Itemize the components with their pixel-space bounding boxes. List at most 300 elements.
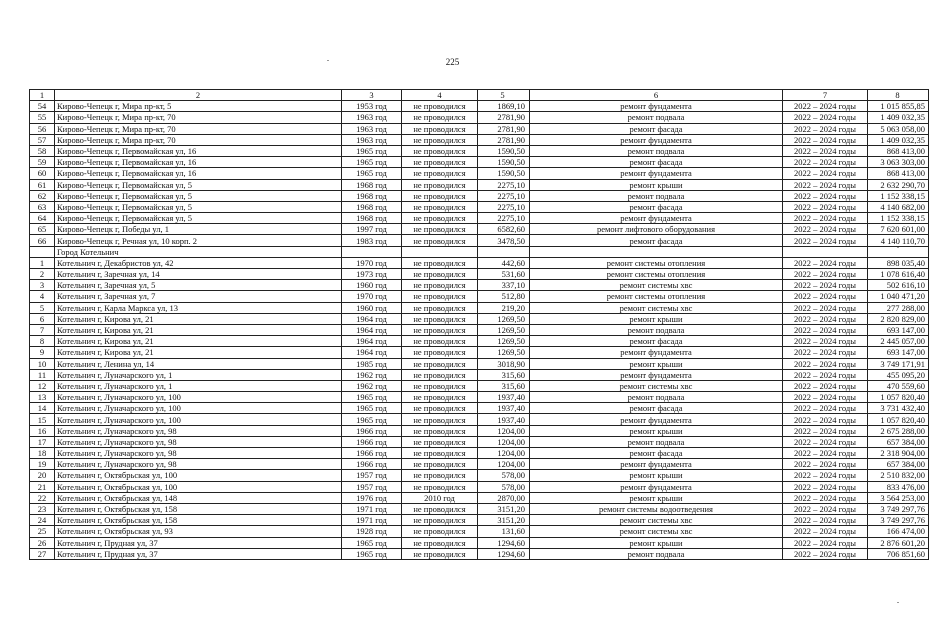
- table-cell: 2022 – 2024 годы: [783, 235, 868, 246]
- page-number: 225: [445, 57, 460, 67]
- table-row: [30, 448, 929, 459]
- table-cell: ремонт крыши: [530, 179, 783, 190]
- table-cell: Кирово-Чепецк г, Первомайская ул, 5: [55, 201, 342, 212]
- table-cell: не проводился: [402, 537, 478, 548]
- table-cell: 868 413,00: [868, 168, 929, 179]
- table-cell: 1957 год: [342, 470, 402, 481]
- table-cell: Котельнич г, Луначарского ул, 98: [55, 448, 342, 459]
- table-cell: 1204,00: [478, 459, 530, 470]
- table-cell: 578,00: [478, 470, 530, 481]
- table-cell: 2 318 904,00: [868, 448, 929, 459]
- table-cell: 2022 – 2024 годы: [783, 492, 868, 503]
- table-cell: 2 820 829,00: [868, 313, 929, 324]
- table-cell: 26: [30, 537, 55, 548]
- table-cell: 3478,50: [478, 235, 530, 246]
- table-cell: 2022 – 2024 годы: [783, 112, 868, 123]
- table-row: [30, 157, 929, 168]
- table-row: [30, 470, 929, 481]
- table-cell: 1965 год: [342, 168, 402, 179]
- table-cell: не проводился: [402, 291, 478, 302]
- table-cell: 1968 год: [342, 190, 402, 201]
- scan-speck: [897, 602, 899, 603]
- table-cell: 2 445 057,00: [868, 336, 929, 347]
- table-cell: ремонт системы хвс: [530, 515, 783, 526]
- table-cell: 14: [30, 403, 55, 414]
- table-cell: Кирово-Чепецк г, Первомайская ул, 5: [55, 213, 342, 224]
- table-cell: 219,20: [478, 302, 530, 313]
- table-body: [30, 90, 929, 560]
- table-cell: 2022 – 2024 годы: [783, 190, 868, 201]
- table-row: [30, 414, 929, 425]
- table-cell: 1962 год: [342, 369, 402, 380]
- table-cell: не проводился: [402, 358, 478, 369]
- table-cell: не проводился: [402, 201, 478, 212]
- table-cell: ремонт фундамента: [530, 414, 783, 425]
- table-cell: Котельнич г, Октябрьская ул, 158: [55, 515, 342, 526]
- table-row: [30, 403, 929, 414]
- table-cell: не проводился: [402, 280, 478, 291]
- table-cell: Котельнич г, Октябрьская ул, 100: [55, 481, 342, 492]
- table-cell: 2022 – 2024 годы: [783, 537, 868, 548]
- table-cell: ремонт подвала: [530, 145, 783, 156]
- table-cell: не проводился: [402, 101, 478, 112]
- table-cell: ремонт фундамента: [530, 369, 783, 380]
- table-row: [30, 269, 929, 280]
- table-cell: 4: [402, 90, 478, 101]
- table-cell: Котельнич г, Кирова ул, 21: [55, 324, 342, 335]
- table-cell: 1966 год: [342, 425, 402, 436]
- table-cell: 5: [30, 302, 55, 313]
- table-cell: ремонт фасада: [530, 235, 783, 246]
- table-cell: 2781,90: [478, 123, 530, 134]
- table-cell: 1204,00: [478, 425, 530, 436]
- table-cell: 3151,20: [478, 515, 530, 526]
- table-row: [30, 436, 929, 447]
- table-cell: 1590,50: [478, 145, 530, 156]
- table-cell: 1968 год: [342, 179, 402, 190]
- table-cell: 1928 год: [342, 526, 402, 537]
- table-cell: 1937,40: [478, 414, 530, 425]
- table-row: [30, 201, 929, 212]
- table-cell: Город Котельнич: [55, 246, 342, 257]
- table-cell: 1960 год: [342, 280, 402, 291]
- table-cell: 706 851,60: [868, 548, 929, 559]
- table-cell: Котельнич г, Кирова ул, 21: [55, 347, 342, 358]
- table-cell: Кирово-Чепецк г, Первомайская ул, 5: [55, 179, 342, 190]
- table-cell: 2022 – 2024 годы: [783, 548, 868, 559]
- table-cell: 2022 – 2024 годы: [783, 313, 868, 324]
- table-cell: 2022 – 2024 годы: [783, 392, 868, 403]
- table-cell: 2022 – 2024 годы: [783, 168, 868, 179]
- table-cell: 3 749 297,76: [868, 515, 929, 526]
- table-cell: [783, 246, 868, 257]
- table-cell: 2022 – 2024 годы: [783, 448, 868, 459]
- table-row: [30, 213, 929, 224]
- table-cell: 2: [55, 90, 342, 101]
- table-cell: 315,60: [478, 369, 530, 380]
- table-cell: 8: [868, 90, 929, 101]
- table-cell: 2022 – 2024 годы: [783, 358, 868, 369]
- table-cell: 1965 год: [342, 548, 402, 559]
- table-cell: 19: [30, 459, 55, 470]
- table-row: [30, 224, 929, 235]
- table-cell: 1963 год: [342, 134, 402, 145]
- table-cell: 2022 – 2024 годы: [783, 157, 868, 168]
- table-cell: 3 749 297,76: [868, 503, 929, 514]
- table-cell: 1 078 616,40: [868, 269, 929, 280]
- table-cell: 1965 год: [342, 537, 402, 548]
- table-cell: 22: [30, 492, 55, 503]
- table-row: [30, 134, 929, 145]
- table-cell: 1: [30, 90, 55, 101]
- table-cell: 5: [478, 90, 530, 101]
- table-cell: 898 035,40: [868, 257, 929, 268]
- table-cell: не проводился: [402, 123, 478, 134]
- table-cell: не проводился: [402, 224, 478, 235]
- table-cell: не проводился: [402, 515, 478, 526]
- table-cell: ремонт фундамента: [530, 168, 783, 179]
- table-row: [30, 246, 929, 257]
- table-cell: 470 559,60: [868, 380, 929, 391]
- table-cell: не проводился: [402, 503, 478, 514]
- table-cell: 2022 – 2024 годы: [783, 526, 868, 537]
- table-cell: [868, 246, 929, 257]
- table-cell: 59: [30, 157, 55, 168]
- table-cell: 54: [30, 101, 55, 112]
- table-cell: ремонт фасада: [530, 157, 783, 168]
- table-cell: 1590,50: [478, 157, 530, 168]
- table-cell: 657 384,00: [868, 459, 929, 470]
- table-cell: ремонт подвала: [530, 436, 783, 447]
- table-row: [30, 101, 929, 112]
- table-cell: 1 015 855,85: [868, 101, 929, 112]
- table-cell: 1869,10: [478, 101, 530, 112]
- table-cell: 61: [30, 179, 55, 190]
- table-cell: 531,60: [478, 269, 530, 280]
- table-row: [30, 313, 929, 324]
- table-row: [30, 380, 929, 391]
- table-cell: ремонт фундамента: [530, 213, 783, 224]
- table-cell: 4 140 110,70: [868, 235, 929, 246]
- table-cell: 1971 год: [342, 503, 402, 514]
- table-cell: 1: [30, 257, 55, 268]
- table-cell: 2022 – 2024 годы: [783, 302, 868, 313]
- table-cell: 2870,00: [478, 492, 530, 503]
- table-cell: ремонт подвала: [530, 392, 783, 403]
- table-cell: 2022 – 2024 годы: [783, 481, 868, 492]
- table-cell: 2022 – 2024 годы: [783, 369, 868, 380]
- table-cell: ремонт системы отопления: [530, 291, 783, 302]
- table-row: [30, 392, 929, 403]
- table-cell: не проводился: [402, 179, 478, 190]
- table-cell: ремонт системы хвс: [530, 280, 783, 291]
- table-cell: 277 288,00: [868, 302, 929, 313]
- table-cell: ремонт системы отопления: [530, 269, 783, 280]
- table-cell: 20: [30, 470, 55, 481]
- table-cell: 6: [530, 90, 783, 101]
- table-cell: не проводился: [402, 145, 478, 156]
- table-cell: ремонт фундамента: [530, 134, 783, 145]
- table-cell: 2781,90: [478, 112, 530, 123]
- table-cell: Кирово-Чепецк г, Мира пр-кт, 70: [55, 123, 342, 134]
- table-cell: 455 095,20: [868, 369, 929, 380]
- table-cell: 60: [30, 168, 55, 179]
- table-cell: 3 731 432,40: [868, 403, 929, 414]
- table-cell: не проводился: [402, 257, 478, 268]
- table-cell: 315,60: [478, 380, 530, 391]
- table-cell: 2022 – 2024 годы: [783, 213, 868, 224]
- table-cell: 1964 год: [342, 336, 402, 347]
- table-cell: [342, 246, 402, 257]
- table-cell: ремонт фасада: [530, 201, 783, 212]
- table-cell: не проводился: [402, 448, 478, 459]
- table-cell: ремонт подвала: [530, 112, 783, 123]
- table-cell: не проводился: [402, 548, 478, 559]
- table-cell: Котельнич г, Карла Маркса ул, 13: [55, 302, 342, 313]
- table-row: [30, 235, 929, 246]
- table-cell: 2 876 601,20: [868, 537, 929, 548]
- table-cell: 868 413,00: [868, 145, 929, 156]
- table-cell: не проводился: [402, 414, 478, 425]
- table-row: [30, 190, 929, 201]
- table-cell: Котельнич г, Октябрьская ул, 158: [55, 503, 342, 514]
- table-cell: 1970 год: [342, 291, 402, 302]
- table-cell: 1960 год: [342, 302, 402, 313]
- table-cell: 1985 год: [342, 358, 402, 369]
- table-row: [30, 168, 929, 179]
- table-cell: 2275,10: [478, 201, 530, 212]
- table-cell: ремонт фундамента: [530, 347, 783, 358]
- table-cell: 2275,10: [478, 213, 530, 224]
- table-cell: 3018,90: [478, 358, 530, 369]
- table-cell: Кирово-Чепецк г, Первомайская ул, 16: [55, 157, 342, 168]
- table-row: [30, 336, 929, 347]
- table-cell: 64: [30, 213, 55, 224]
- table-cell: Кирово-Чепецк г, Победы ул, 1: [55, 224, 342, 235]
- table-cell: 1965 год: [342, 145, 402, 156]
- table-cell: 25: [30, 526, 55, 537]
- table-cell: 131,60: [478, 526, 530, 537]
- table-cell: 15: [30, 414, 55, 425]
- table-cell: Котельнич г, Кирова ул, 21: [55, 336, 342, 347]
- table-cell: 1971 год: [342, 515, 402, 526]
- table-cell: Котельнич г, Прудная ул, 37: [55, 537, 342, 548]
- table-cell: не проводился: [402, 324, 478, 335]
- table-cell: 2022 – 2024 годы: [783, 414, 868, 425]
- table-cell: не проводился: [402, 213, 478, 224]
- table-cell: 2 510 832,00: [868, 470, 929, 481]
- table-cell: 442,60: [478, 257, 530, 268]
- table-cell: 1937,40: [478, 403, 530, 414]
- table-cell: 833 476,00: [868, 481, 929, 492]
- table-cell: [530, 246, 783, 257]
- table-cell: ремонт фундамента: [530, 459, 783, 470]
- table-cell: [402, 246, 478, 257]
- table-cell: 2275,10: [478, 179, 530, 190]
- table-cell: 2022 – 2024 годы: [783, 324, 868, 335]
- table-cell: ремонт подвала: [530, 324, 783, 335]
- table-cell: не проводился: [402, 369, 478, 380]
- table-cell: 1964 год: [342, 347, 402, 358]
- table-cell: ремонт фундамента: [530, 481, 783, 492]
- table-cell: 2: [30, 269, 55, 280]
- table-cell: 1 057 820,40: [868, 392, 929, 403]
- table-row: [30, 503, 929, 514]
- table-cell: не проводился: [402, 347, 478, 358]
- table-cell: 2022 – 2024 годы: [783, 280, 868, 291]
- table-cell: 7: [30, 324, 55, 335]
- table-cell: ремонт фасада: [530, 336, 783, 347]
- table-row: [30, 358, 929, 369]
- table-cell: 6582,60: [478, 224, 530, 235]
- table-cell: Кирово-Чепецк г, Первомайская ул, 5: [55, 190, 342, 201]
- table-cell: 1968 год: [342, 213, 402, 224]
- table-cell: не проводился: [402, 190, 478, 201]
- table-cell: 2022 – 2024 годы: [783, 179, 868, 190]
- table-cell: Котельнич г, Луначарского ул, 100: [55, 403, 342, 414]
- table-cell: 21: [30, 481, 55, 492]
- table-cell: ремонт системы хвс: [530, 526, 783, 537]
- table-cell: 512,80: [478, 291, 530, 302]
- table-cell: Кирово-Чепецк г, Мира пр-кт, 5: [55, 101, 342, 112]
- table-cell: Котельнич г, Луначарского ул, 100: [55, 392, 342, 403]
- table-cell: 1590,50: [478, 168, 530, 179]
- table-cell: 1965 год: [342, 157, 402, 168]
- table-row: [30, 347, 929, 358]
- table-cell: 2022 – 2024 годы: [783, 224, 868, 235]
- table-cell: Котельнич г, Луначарского ул, 1: [55, 369, 342, 380]
- table-cell: 1269,50: [478, 324, 530, 335]
- table-cell: не проводился: [402, 157, 478, 168]
- table-cell: не проводился: [402, 112, 478, 123]
- table-cell: 2 632 290,70: [868, 179, 929, 190]
- table-cell: Кирово-Чепецк г, Первомайская ул, 16: [55, 145, 342, 156]
- table-cell: 1269,50: [478, 347, 530, 358]
- table-cell: 1997 год: [342, 224, 402, 235]
- table-cell: ремонт фундамента: [530, 101, 783, 112]
- table-cell: 2022 – 2024 годы: [783, 145, 868, 156]
- table-cell: не проводился: [402, 235, 478, 246]
- table-cell: 2022 – 2024 годы: [783, 436, 868, 447]
- table-cell: 62: [30, 190, 55, 201]
- table-cell: 24: [30, 515, 55, 526]
- table-cell: 65: [30, 224, 55, 235]
- table-row: [30, 492, 929, 503]
- table-cell: 1957 год: [342, 481, 402, 492]
- table-cell: 2275,10: [478, 190, 530, 201]
- table-cell: 17: [30, 436, 55, 447]
- table-cell: 3 063 303,00: [868, 157, 929, 168]
- table-cell: 1269,50: [478, 313, 530, 324]
- table-cell: 3: [342, 90, 402, 101]
- table-cell: 1966 год: [342, 448, 402, 459]
- table-cell: 1962 год: [342, 380, 402, 391]
- table-cell: 66: [30, 235, 55, 246]
- table-cell: 578,00: [478, 481, 530, 492]
- table-cell: 1 040 471,20: [868, 291, 929, 302]
- table-cell: 2022 – 2024 годы: [783, 380, 868, 391]
- table-cell: 1 409 032,35: [868, 134, 929, 145]
- table-cell: 55: [30, 112, 55, 123]
- table-cell: Котельнич г, Октябрьская ул, 100: [55, 470, 342, 481]
- table-cell: 1294,60: [478, 548, 530, 559]
- table-cell: ремонт лифтового оборудования: [530, 224, 783, 235]
- table-cell: ремонт крыши: [530, 470, 783, 481]
- table-row: [30, 179, 929, 190]
- table-row: [30, 481, 929, 492]
- table-cell: 5 063 058,00: [868, 123, 929, 134]
- table-cell: 2022 – 2024 годы: [783, 515, 868, 526]
- table-cell: 1973 год: [342, 269, 402, 280]
- table-cell: ремонт фасада: [530, 448, 783, 459]
- table-cell: 10: [30, 358, 55, 369]
- table-row: [30, 526, 929, 537]
- table-cell: 27: [30, 548, 55, 559]
- table-cell: 693 147,00: [868, 347, 929, 358]
- table-cell: не проводился: [402, 380, 478, 391]
- table-cell: 3 749 171,91: [868, 358, 929, 369]
- table-cell: 2022 – 2024 годы: [783, 459, 868, 470]
- table-cell: Кирово-Чепецк г, Первомайская ул, 16: [55, 168, 342, 179]
- table-cell: 1204,00: [478, 436, 530, 447]
- table-cell: Котельнич г, Заречная ул, 14: [55, 269, 342, 280]
- table-cell: 2022 – 2024 годы: [783, 269, 868, 280]
- table-cell: не проводился: [402, 269, 478, 280]
- table-cell: Котельнич г, Луначарского ул, 100: [55, 414, 342, 425]
- table-row: [30, 324, 929, 335]
- table-cell: не проводился: [402, 436, 478, 447]
- table-cell: ремонт крыши: [530, 358, 783, 369]
- table-cell: Котельнич г, Прудная ул, 37: [55, 548, 342, 559]
- table-cell: 1965 год: [342, 403, 402, 414]
- table-cell: 2022 – 2024 годы: [783, 291, 868, 302]
- table-cell: 1937,40: [478, 392, 530, 403]
- table-cell: 2022 – 2024 годы: [783, 201, 868, 212]
- table-cell: не проводился: [402, 470, 478, 481]
- table-row: [30, 280, 929, 291]
- table-cell: ремонт фасада: [530, 403, 783, 414]
- table-cell: не проводился: [402, 459, 478, 470]
- table-cell: ремонт крыши: [530, 537, 783, 548]
- table-cell: не проводился: [402, 392, 478, 403]
- table-cell: не проводился: [402, 302, 478, 313]
- table-cell: 2022 – 2024 годы: [783, 503, 868, 514]
- table-cell: 1204,00: [478, 448, 530, 459]
- table-cell: 1294,60: [478, 537, 530, 548]
- table-cell: [30, 246, 55, 257]
- table-cell: 1 057 820,40: [868, 414, 929, 425]
- table-cell: 2022 – 2024 годы: [783, 470, 868, 481]
- table-cell: не проводился: [402, 425, 478, 436]
- table-cell: 2781,90: [478, 134, 530, 145]
- table-cell: 1964 год: [342, 313, 402, 324]
- table-cell: 11: [30, 369, 55, 380]
- table-cell: Котельнич г, Заречная ул, 7: [55, 291, 342, 302]
- table-cell: 502 616,10: [868, 280, 929, 291]
- table-cell: 3 564 253,00: [868, 492, 929, 503]
- table-row: [30, 515, 929, 526]
- table-cell: 1964 год: [342, 324, 402, 335]
- table-cell: 2022 – 2024 годы: [783, 101, 868, 112]
- table-row: [30, 548, 929, 559]
- table-cell: 7 620 601,00: [868, 224, 929, 235]
- table-cell: 2010 год: [402, 492, 478, 503]
- table-cell: 2022 – 2024 годы: [783, 425, 868, 436]
- repair-schedule-table: [29, 89, 929, 560]
- table-cell: 13: [30, 392, 55, 403]
- table-cell: Котельнич г, Луначарского ул, 98: [55, 459, 342, 470]
- table-row: [30, 459, 929, 470]
